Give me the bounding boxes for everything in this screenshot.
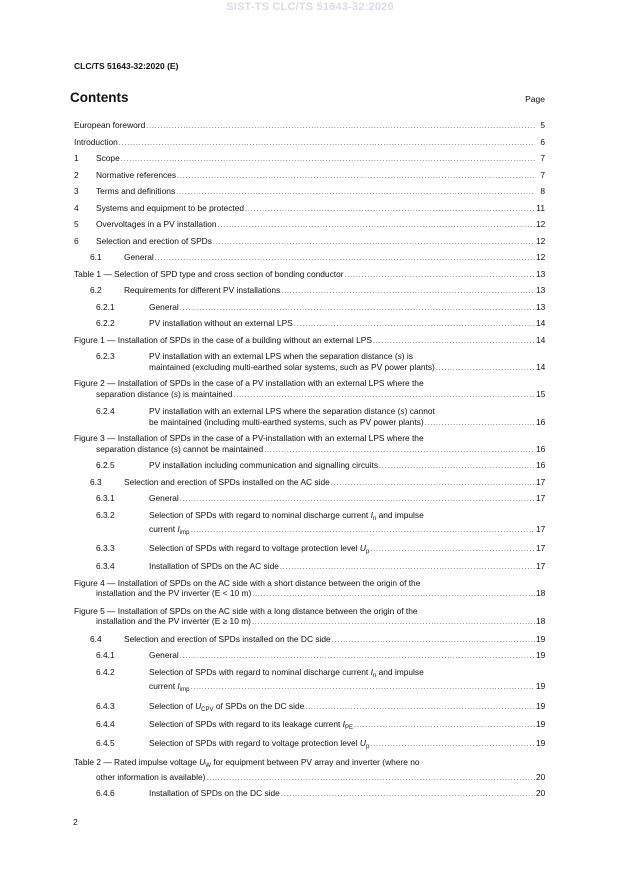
dot-leader	[177, 172, 535, 183]
toc-entry-title: Table 2 — Rated impulse voltage $U_W$ for equipment between PV array and inverter (where no	[74, 757, 420, 769]
toc-entry-page: 12	[536, 252, 546, 262]
toc-entry-page: 12	[536, 219, 546, 229]
toc-entry-page: 19	[536, 737, 546, 748]
toc-entry-title: General	[149, 493, 179, 503]
toc-entry-page: 8	[540, 186, 545, 196]
toc-entry-number: 6.3.2	[96, 509, 115, 520]
toc-entry-title: Selection of $U_{CPV}$ of SPDs on the DC side	[149, 700, 305, 713]
toc-entry-title: Table 1 — Selection of SPD type and cross section of bonding conductor	[74, 268, 344, 279]
toc-entry-page: 17	[536, 476, 546, 487]
table-of-contents	[74, 120, 545, 801]
toc-entry-title: Figure 2 — Installation of SPDs in the case of a PV installation with an external LPS where the	[74, 378, 424, 388]
toc-entry[interactable]	[74, 561, 545, 574]
toc-entry-title: Selection of SPDs with regard to voltage protection level $U_p$	[149, 737, 370, 750]
toc-entry-page: 5	[540, 120, 545, 130]
dot-leader	[252, 618, 535, 629]
toc-entry[interactable]	[74, 170, 545, 183]
toc-entry[interactable]	[74, 701, 545, 716]
toc-entry-title-continued: separation distance (s) cannot be maintained	[96, 443, 264, 454]
document-reference: CLC/TS 51643-32:2020 (E)	[74, 61, 179, 71]
toc-entry-page: 13	[536, 285, 546, 295]
toc-entry[interactable]	[74, 719, 545, 734]
toc-entry[interactable]	[74, 757, 545, 784]
toc-entry-number: 6.4.2	[96, 666, 115, 677]
toc-entry[interactable]	[74, 219, 545, 232]
toc-entry-title: Selection and erection of SPDs installed on the AC side	[124, 476, 330, 487]
toc-entry-title-continued: current $I_{imp}$	[149, 524, 190, 536]
toc-entry-page: 17	[536, 493, 546, 503]
dot-leader	[436, 364, 535, 375]
dot-leader	[305, 703, 535, 714]
toc-entry[interactable]	[74, 269, 545, 282]
dot-leader	[281, 287, 535, 298]
toc-entry[interactable]	[74, 788, 545, 801]
dot-leader	[190, 683, 535, 694]
toc-entry-number: 6.2.5	[96, 460, 115, 470]
dot-leader	[121, 155, 535, 166]
toc-entry[interactable]	[74, 543, 545, 558]
toc-entry[interactable]	[74, 578, 545, 601]
toc-entry-title-continued: installation and the PV inverter (E ≥ 10 m)	[96, 616, 251, 626]
toc-entry-number: 6.1	[90, 252, 102, 262]
toc-entry-page: 19	[536, 681, 546, 691]
toc-entry-title: Introduction	[74, 136, 118, 147]
toc-entry-page: 19	[536, 650, 546, 660]
toc-entry[interactable]	[74, 510, 545, 539]
toc-entry-page: 12	[536, 235, 546, 246]
toc-entry-page: 13	[536, 268, 546, 279]
toc-entry[interactable]	[74, 285, 545, 298]
toc-entry-page: 20	[536, 788, 546, 798]
toc-entry-title-continued: be maintained (including multi-earthed systems, such as PV power plants)	[149, 416, 424, 427]
dot-leader	[119, 139, 535, 150]
toc-entry-title: Scope	[96, 153, 120, 163]
toc-entry[interactable]	[74, 650, 545, 663]
watermark-text: SIST-TS CLC/TS 51643-32:2020	[226, 1, 394, 13]
dot-leader	[213, 238, 535, 249]
toc-entry-page: 17	[536, 524, 546, 534]
toc-entry-number: 6	[74, 235, 79, 246]
toc-entry-number: 6.2.2	[96, 318, 115, 328]
toc-entry[interactable]	[74, 378, 545, 401]
toc-entry-title: Systems and equipment to be protected	[96, 202, 245, 213]
toc-entry-number: 6.2.4	[96, 406, 115, 416]
toc-entry-title: Installation of SPDs on the AC side	[149, 561, 279, 571]
footer-page-number: 2	[73, 817, 78, 827]
toc-entry[interactable]	[74, 738, 545, 753]
dot-leader	[425, 419, 535, 430]
toc-entry-page: 18	[536, 616, 546, 626]
toc-entry-page: 14	[536, 361, 546, 372]
toc-entry[interactable]	[74, 302, 545, 315]
toc-entry-number: 6.4.3	[96, 700, 115, 711]
toc-entry-page: 11	[536, 202, 545, 213]
toc-entry-title: PV installation without an external LPS	[149, 318, 293, 328]
toc-entry-number: 6.4	[90, 633, 102, 644]
toc-entry-page: 19	[536, 633, 546, 644]
toc-entry-title: Figure 5 — Installation of SPDs on the AC side with a long distance between the origin of the	[74, 605, 418, 616]
toc-entry-title: General	[124, 252, 154, 262]
toc-entry[interactable]	[74, 120, 545, 133]
toc-entry[interactable]	[74, 318, 545, 331]
dot-leader	[155, 254, 535, 265]
toc-entry-number: 6.3.3	[96, 542, 115, 553]
toc-entry[interactable]	[74, 606, 545, 629]
toc-entry-title: Normative references	[96, 169, 177, 180]
toc-entry-number: 6.4.4	[96, 719, 115, 729]
toc-entry-page: 20	[536, 771, 546, 782]
dot-leader	[373, 337, 535, 348]
toc-entry-number: 6.2	[90, 285, 102, 295]
toc-entry-number: 6.2.3	[96, 351, 115, 361]
toc-entry-number: 6.4.5	[96, 737, 115, 748]
toc-entry-title: Installation of SPDs on the DC side	[149, 788, 280, 798]
page-title: Contents	[70, 90, 129, 105]
toc-entry-page: 15	[536, 388, 546, 399]
toc-entry-page: 14	[536, 334, 546, 345]
toc-entry-page: 17	[536, 561, 546, 571]
toc-entry-title: Selection and erection of SPDs installed on the DC side	[124, 633, 331, 644]
toc-entry-title: Overvoltages in a PV installation	[96, 219, 217, 229]
toc-entry-title: Requirements for different PV installations	[124, 285, 281, 295]
toc-entry-number: 6.2.1	[96, 301, 115, 312]
toc-entry-number: 6.3.4	[96, 561, 115, 571]
toc-entry-title: European foreword	[74, 120, 146, 130]
toc-entry-title-continued: other information is available)	[96, 771, 206, 782]
toc-entry-page: 7	[540, 169, 545, 180]
toc-entry-number: 2	[74, 169, 79, 180]
toc-entry[interactable]	[74, 493, 545, 506]
toc-entry-title: Terms and definitions	[96, 186, 176, 196]
dot-leader	[252, 590, 535, 601]
toc-entry-title: Selection of SPDs with regard to voltage protection level $U_p$	[149, 542, 370, 555]
toc-entry[interactable]	[74, 433, 545, 456]
toc-entry[interactable]	[74, 634, 545, 647]
dot-leader	[354, 721, 535, 732]
toc-entry[interactable]	[74, 335, 545, 348]
toc-entry-page: 6	[540, 136, 545, 147]
toc-entry-title-continued: installation and the PV inverter (E < 10 m)	[96, 588, 252, 598]
toc-entry-title: Selection of SPDs with regard to nominal discharge current $I_n$ and impulse	[149, 666, 424, 679]
dot-leader	[280, 563, 535, 574]
toc-entry-page: 18	[536, 588, 546, 598]
toc-entry[interactable]	[74, 236, 545, 249]
toc-entry-page: 19	[536, 700, 546, 711]
dot-leader	[345, 271, 535, 282]
toc-entry-title: Figure 4 — Installation of SPDs on the AC side with a short distance between the origin of the	[74, 577, 421, 588]
toc-entry-title: PV installation with an external LPS where the separation distance (s) cannot	[149, 406, 435, 416]
toc-entry-number: 6.3.1	[96, 493, 115, 503]
toc-entry-number: 5	[74, 219, 79, 229]
page-column-label: Page	[525, 94, 545, 104]
toc-entry[interactable]	[74, 186, 545, 199]
toc-entry[interactable]	[74, 137, 545, 150]
toc-entry[interactable]	[74, 203, 545, 216]
toc-entry[interactable]	[74, 153, 545, 166]
dot-leader	[180, 495, 535, 506]
toc-entry-number: 6.3	[90, 476, 102, 487]
toc-entry[interactable]	[74, 667, 545, 696]
toc-entry-page: 14	[536, 318, 546, 328]
dot-leader	[294, 320, 535, 331]
dot-leader	[218, 221, 535, 232]
toc-entry-title: Figure 1 — Installation of SPDs in the case of a building without an external LPS	[74, 334, 372, 345]
toc-entry-title: Selection of SPDs with regard to its leakage current $I_{PE}$	[149, 719, 353, 731]
toc-entry-number: 3	[74, 186, 79, 196]
toc-entry-page: 7	[540, 153, 545, 163]
toc-entry-number: 6.4.1	[96, 650, 115, 660]
dot-leader	[379, 462, 535, 473]
dot-leader	[370, 545, 535, 556]
dot-leader	[180, 652, 535, 663]
toc-entry-title-continued: maintained (excluding multi-earthed solar systems, such as PV power plants)	[149, 361, 435, 372]
toc-entry-page: 17	[536, 542, 546, 553]
toc-entry-page: 16	[536, 443, 546, 454]
toc-entry-title: Selection of SPDs with regard to nominal discharge current $I_n$ and impulse	[149, 509, 424, 522]
toc-entry[interactable]	[74, 252, 545, 265]
toc-entry-page: 16	[536, 460, 546, 470]
dot-leader	[264, 446, 535, 457]
toc-entry-number: 1	[74, 153, 79, 163]
toc-entry-page: 16	[536, 416, 546, 427]
dot-leader	[206, 774, 535, 785]
toc-entry-title: Figure 3 — Installation of SPDs in the case of a PV-installation with an external LPS where the	[74, 433, 424, 443]
toc-entry-number: 4	[74, 202, 79, 213]
toc-entry-title: PV installation including communication and signalling circuits	[149, 460, 379, 470]
dot-leader	[331, 479, 535, 490]
toc-entry-title: PV installation with an external LPS when the separation distance (s) is	[149, 351, 413, 361]
toc-entry[interactable]	[74, 406, 545, 429]
toc-entry-title-continued: separation distance (s) is maintained	[96, 388, 233, 399]
dot-leader	[176, 188, 535, 199]
dot-leader	[146, 122, 535, 133]
dot-leader	[281, 790, 535, 801]
toc-entry-number: 6.4.6	[96, 788, 115, 798]
toc-entry-page: 13	[536, 301, 546, 312]
dot-leader	[180, 304, 535, 315]
toc-entry-title-continued: current $I_{imp}$	[149, 681, 190, 693]
toc-entry[interactable]	[74, 477, 545, 490]
toc-entry-title: General	[149, 301, 179, 312]
dot-leader	[370, 740, 535, 751]
dot-leader	[245, 205, 535, 216]
toc-entry-title: Selection and erection of SPDs	[96, 235, 212, 246]
toc-entry-page: 19	[536, 719, 546, 729]
dot-leader	[190, 526, 535, 537]
toc-entry[interactable]	[74, 460, 545, 473]
toc-entry-title: General	[149, 650, 179, 660]
dot-leader	[332, 636, 535, 647]
dot-leader	[233, 391, 535, 402]
toc-entry[interactable]	[74, 351, 545, 374]
